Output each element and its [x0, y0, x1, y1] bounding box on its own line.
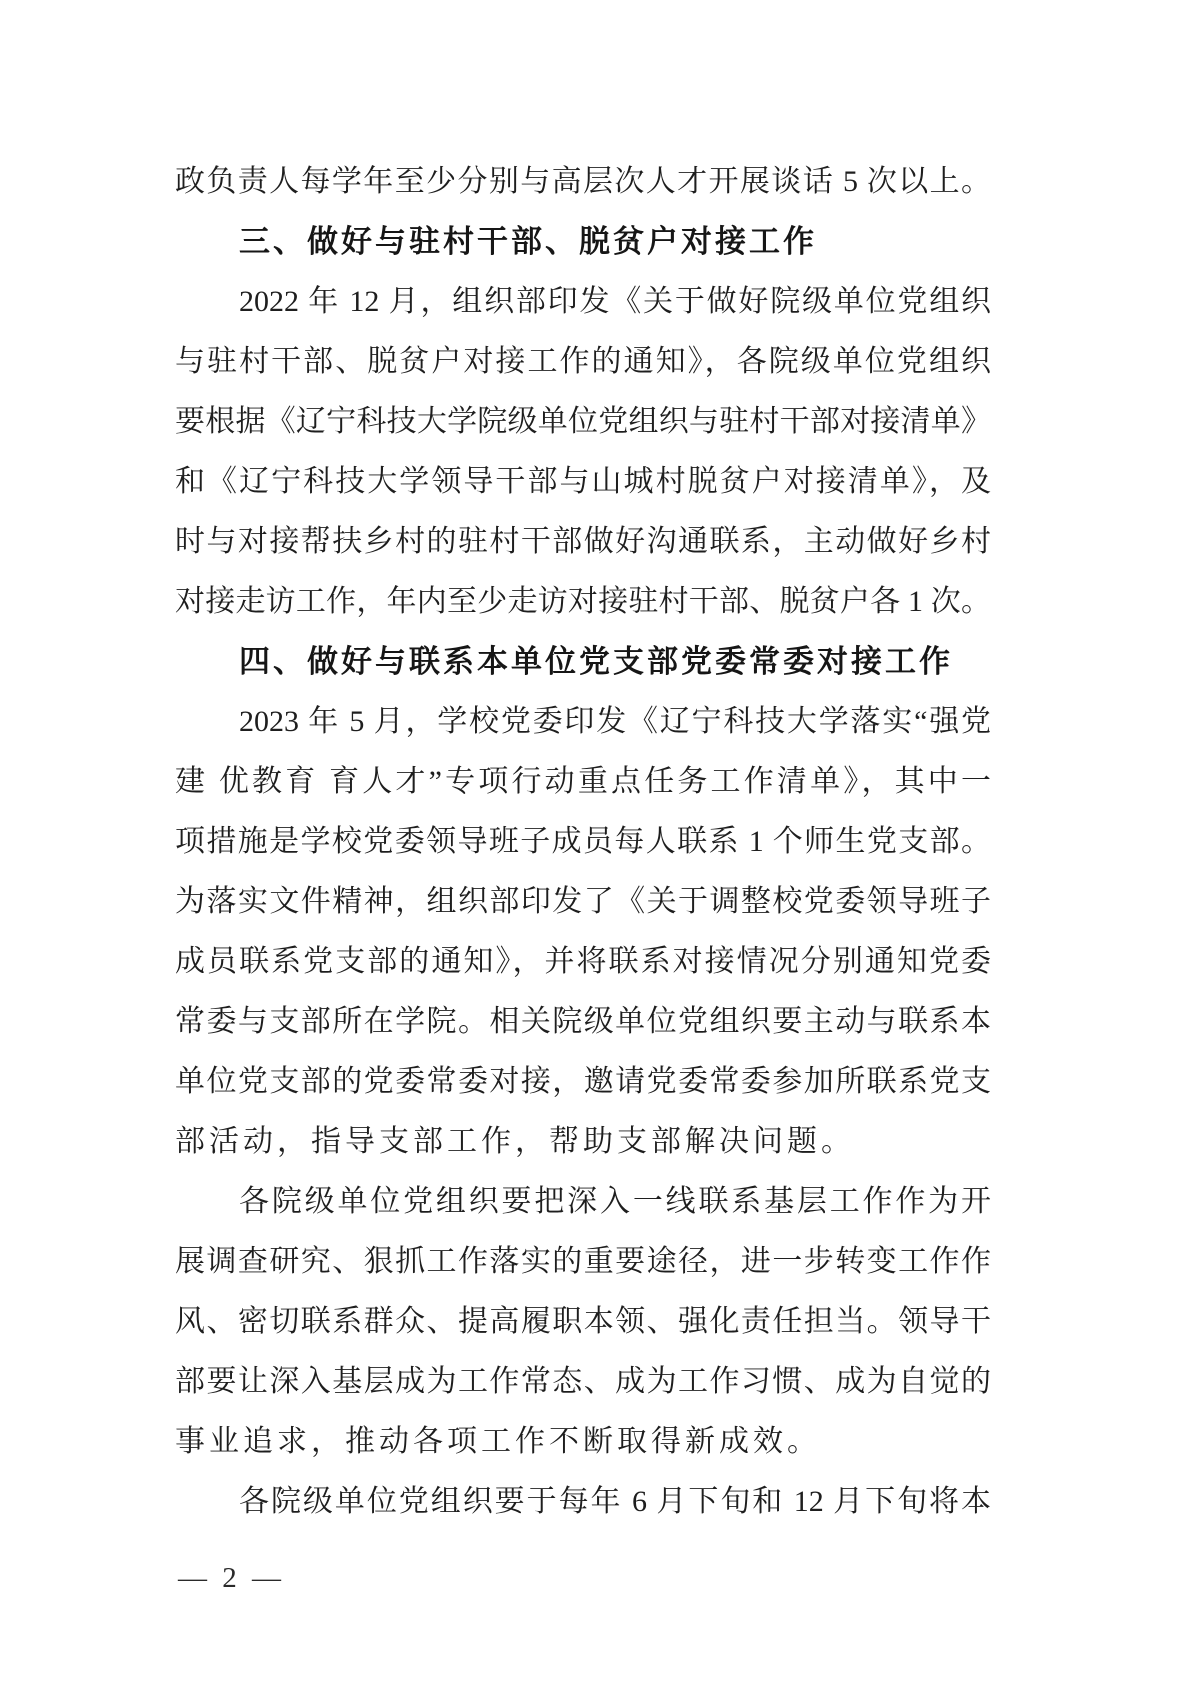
text-line: 单位党支部的党委常委对接，邀请党委常委参加所联系党支 — [175, 1065, 991, 1098]
section-heading-3: 三、做好与驻村干部、脱贫户对接工作 — [239, 224, 817, 259]
text-line: 政负责人每学年至少分别与高层次人才开展谈话 5 次以上。 — [175, 165, 991, 198]
text-line: 项措施是学校党委领导班子成员每人联系 1 个师生党支部。 — [175, 825, 991, 858]
text-line: 时与对接帮扶乡村的驻村干部做好沟通联系，主动做好乡村 — [175, 525, 991, 558]
text-line: 成员联系党支部的通知》，并将联系对接情况分别通知党委 — [175, 945, 991, 978]
page-number: — 2 — — [178, 1562, 285, 1594]
text-line: 与驻村干部、脱贫户对接工作的通知》，各院级单位党组织 — [175, 345, 991, 378]
text-line: 事业追求，推动各项工作不断取得新成效。 — [175, 1425, 821, 1458]
text-line: 建 优教育 育人才”专项行动重点任务工作清单》，其中一 — [175, 765, 991, 798]
text-line: 部活动，指导支部工作，帮助支部解决问题。 — [175, 1125, 855, 1158]
text-line: 风、密切联系群众、提高履职本领、强化责任担当。领导干 — [175, 1305, 991, 1338]
text-line: 各院级单位党组织要把深入一线联系基层工作作为开 — [239, 1185, 991, 1218]
text-line: 要根据《辽宁科技大学院级单位党组织与驻村干部对接清单》 — [175, 405, 991, 438]
section-heading-4: 四、做好与联系本单位党支部党委常委对接工作 — [239, 644, 953, 679]
text-line: 展调查研究、狠抓工作落实的重要途径，进一步转变工作作 — [175, 1245, 991, 1278]
text-line: 部要让深入基层成为工作常态、成为工作习惯、成为自觉的 — [175, 1365, 991, 1398]
text-line: 各院级单位党组织要于每年 6 月下旬和 12 月下旬将本 — [239, 1485, 991, 1518]
text-line: 2023 年 5 月，学校党委印发《辽宁科技大学落实“强党 — [239, 705, 991, 738]
text-line: 和《辽宁科技大学领导干部与山城村脱贫户对接清单》，及 — [175, 465, 991, 498]
text-line: 2022 年 12 月，组织部印发《关于做好院级单位党组织 — [239, 285, 991, 318]
text-line: 常委与支部所在学院。相关院级单位党组织要主动与联系本 — [175, 1005, 991, 1038]
document-body — [175, 152, 991, 1532]
text-line: 为落实文件精神，组织部印发了《关于调整校党委领导班子 — [175, 885, 991, 918]
text-line: 对接走访工作，年内至少走访对接驻村干部、脱贫户各 1 次。 — [175, 585, 991, 618]
